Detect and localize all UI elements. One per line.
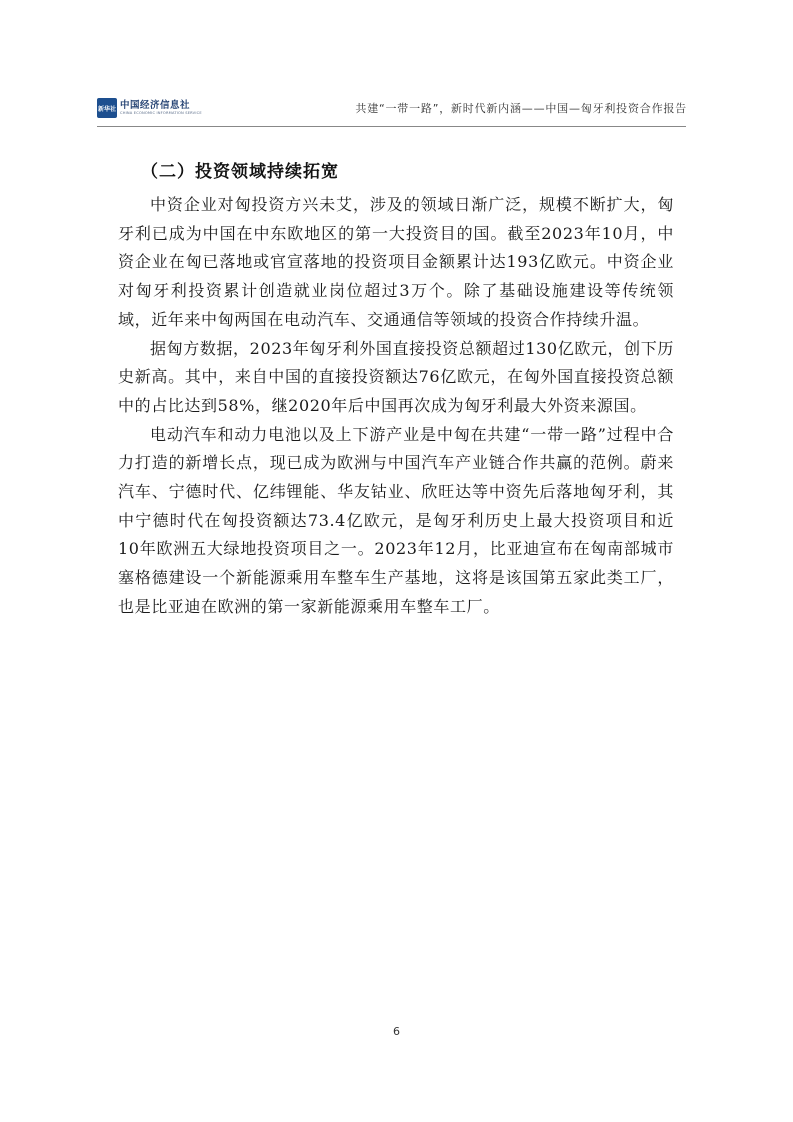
logo-name-cn: 中国经济信息社 [120, 100, 191, 111]
header-divider [97, 126, 686, 127]
logo-emblem-icon: 新华社 [97, 98, 117, 118]
body-text [118, 191, 674, 622]
logo-text [120, 100, 202, 116]
page-header [97, 93, 687, 125]
report-title: 共建“一带一路”，新时代新内涵——中国—匈牙利投资合作报告 [355, 102, 687, 115]
paragraph-3: 电动汽车和动力电池以及上下游产业是中匈在共建“一带一路”过程中合力打造的新增长点，现已成为欧洲与中国汽车产业链合作共赢的范例。蔚来汽车、宁德时代、亿纬锂能、华友钴业、欣旺达等中资先后落地匈牙利，其中宁德时代在匈投资额达73.4亿欧元，是匈牙利历史上最大投资项目和近10年欧洲五大绿地投资项目之一。2023年12月，比亚迪宣布在匈南部城市塞格德建设一个新能源乘用车整车生产基地，这将是该国第五家此类工厂，也是比亚迪在欧洲的第一家新能源乘用车整车工厂。 [118, 424, 674, 616]
logo-name-en: CHINA ECONOMIC INFORMATION SERVICE [120, 111, 202, 115]
paragraph-2: 据匈方数据，2023年匈牙利外国直接投资总额超过130亿欧元，创下历史新高。其中，来自中国的直接投资额达76亿欧元，在匈外国直接投资总额中的占比达到58%，继2020年后中国再次成为匈牙利最大外资来源国。 [118, 338, 674, 415]
paragraph-1: 中资企业对匈投资方兴未艾，涉及的领域日渐广泛，规模不断扩大，匈牙利已成为中国在中东欧地区的第一大投资目的国。截至2023年10月，中资企业在匈已落地或官宣落地的投资项目金额累计达193亿欧元。中资企业对匈牙利投资累计创造就业岗位超过3万个。除了基础设施建设等传统领域，近年来中匈两国在电动汽车、交通通信等领域的投资合作持续升温。 [118, 195, 674, 329]
publisher-logo [97, 98, 202, 118]
section-heading: （二）投资领域持续拓宽 [141, 162, 339, 182]
page-number: 6 [393, 1025, 400, 1038]
